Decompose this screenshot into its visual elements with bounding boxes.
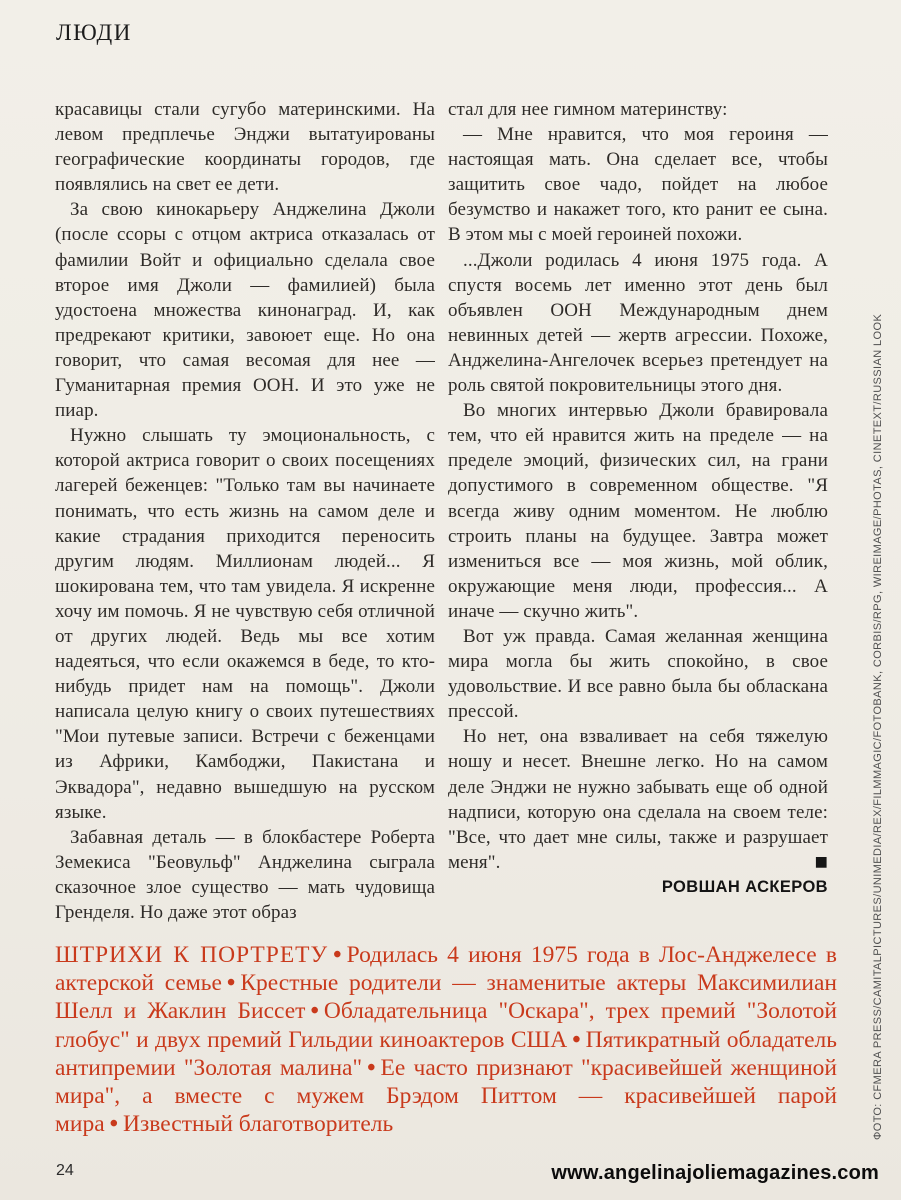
author-byline: РОВШАН АСКЕРОВ [661, 877, 828, 896]
portrait-fact: Обладательница "Оскара", трех премий "Золотой глобус" и двух премий Гильдии киноактеров США [55, 998, 837, 1053]
bullet-icon: • [367, 1054, 376, 1081]
paragraph: — Мне нравится, что моя героиня — настоящая мать. Она сделает все, чтобы защитить свое чадо, пойдет на любое безумство и накажет того, кто ранит ее сына. В этом мы с моей героиней похожи. [448, 124, 828, 246]
paragraph: ...Джоли родилась 4 июня 1975 года. А спустя восемь лет именно этот день был объявлен ООН Международным днем невинных детей — жертв агрессии. Похоже, Анджелина-Ангелочек всерьез претендует на роль святой покровительницы этого дня. [448, 249, 828, 397]
end-mark-icon: ■ [814, 853, 828, 870]
paragraph: Во многих интервью Джоли бравировала тем, что ей нравится жить на пределе — на пределе эмоций, физических сил, на грани допустимого в современном обществе. "Я всегда живу одним моментом. Не люблю строить планы на будущее. Завтра может измениться все — моя жизнь, мой облик, окружающие меня люди, профессия... А иначе — скучно жить". [448, 400, 828, 622]
portrait-facts [55, 942, 837, 1137]
article-body [55, 97, 828, 925]
portrait-fact: Крестные родители — знаменитые актеры Максимилиан Шелл и Жаклин Биссет [55, 970, 837, 1025]
portrait-box [55, 941, 837, 1138]
paragraph: Забавная деталь — в блокбастере Роберта Земекиса "Беовульф" Анджелина сыграла сказочное злое существо — мать чудовища Гренделя. Но даже этот образ [55, 826, 435, 923]
bullet-icon: • [333, 942, 342, 968]
paragraph: За свою кинокарьеру Анджелина Джоли (после ссоры с отцом актриса отказалась от фамилии Войт и официально сделала свое второе имя Джоли — фамилией) была удостоена множества кинонаград. И, как предрекают критики, завоюет еще. Но она говорит, что самая весомая для нее — Гуманитарная премия ООН. И это уже не пиар. [55, 199, 435, 422]
portrait-fact: Родилась 4 июня 1975 года в Лос-Анджелесе в актерской семье [55, 942, 837, 997]
portrait-fact: Известный благотворитель [123, 1111, 394, 1138]
website-url: www.angelinajoliemagazines.com [551, 1162, 879, 1184]
paragraph: стал для нее гимном материнству: [448, 99, 728, 120]
column-left [55, 97, 435, 925]
portrait-fact: Пятикратный обладатель антипремии "Золотая малина" [55, 1026, 837, 1081]
section-header: ЛЮДИ [56, 20, 132, 45]
photo-credit: ФОТО: CFMERA PRESS/CAMITALPICTURES/UNIMEDIA/REX/FILMMAGIC/FOTOBANK, CORBIS/RPG, WIREIMAGE/PHOTAS, CINETEXT/RUSSIAN LOOK [872, 313, 884, 1140]
paragraph: красавицы стали сугубо материнскими. На левом предплечье Энджи вытатуированы географические координаты городов, где появлялись на свет ее дети. [55, 99, 435, 196]
column-right [448, 97, 828, 925]
column-right-paragraphs [448, 97, 828, 724]
bullet-icon: • [310, 998, 319, 1025]
closing-text: Но нет, она взваливает на себя тяжелую ношу и несет. Внешне легко. Но на самом деле Энджи не нужно забывать еще об одной надписи, которую она сделала на своем теле: "Все, что дает мне силы, также и разрушает меня". [448, 726, 828, 873]
bullet-icon: • [572, 1026, 581, 1053]
paragraph: Вот уж правда. Самая желанная женщина мира могла бы жить спокойно, в свое удовольствие. И все равно была бы обласкана прессой. [448, 625, 828, 723]
bullet-icon: • [109, 1111, 119, 1138]
bullet-icon: • [226, 970, 236, 997]
closing-paragraph [448, 724, 828, 875]
page-number: 24 [56, 1162, 74, 1179]
portrait-heading: ШТРИХИ К ПОРТРЕТУ [55, 942, 329, 968]
paragraph: Нужно слышать ту эмоциональность, с которой актриса говорит о своих посещениях лагерей беженцев: "Только там вы начинаете понимать, что есть жизнь на самом деле и какие страдания приходится переносить другим людям. Миллионам людей... Я шокирована тем, что там увидела. Я искренне хочу им помочь. Я не чувствую себя отличной от других людей. Ведь мы все хотим надеяться, что если окажемся в беде, то кто-нибудь придет нам на помощь". Джоли написала целую книгу о своих путешествиях "Мои путевые записи. Встречи с беженцами из Африки, Камбоджи, Пакистана и Эквадора", недавно вышедшую на русском языке. [55, 425, 435, 823]
portrait-fact: Ее часто признают "красивейшей женщиной мира", а вместе с мужем Брэдом Питтом — красивейшей парой мира [55, 1054, 838, 1138]
